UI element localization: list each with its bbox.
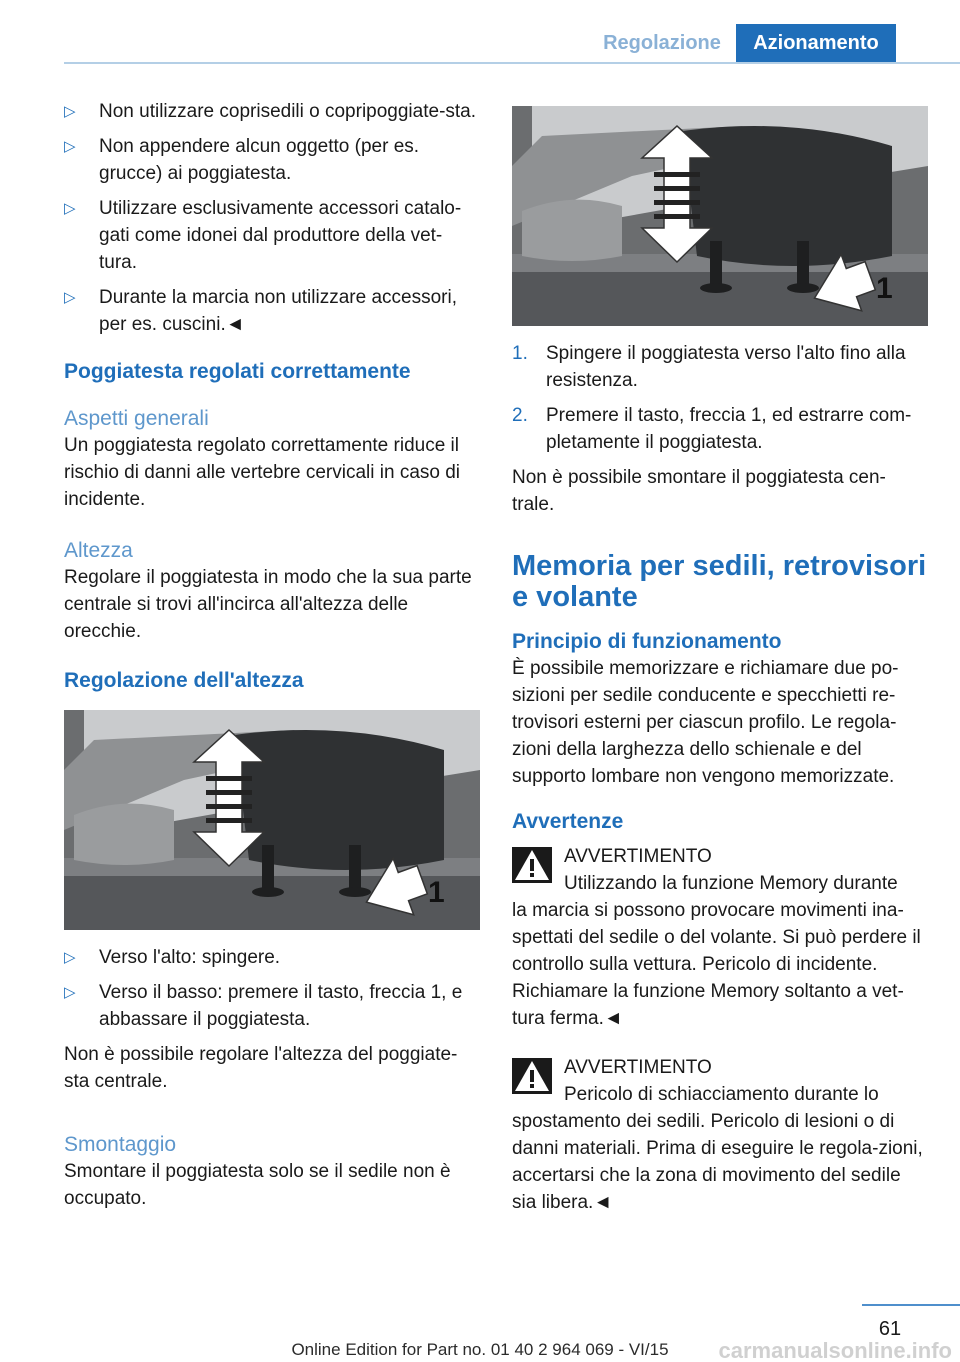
paragraph-principle: È possibile memorizzare e richiamare due po-sizioni per sedile conducente e specchietti re-trovisori esterni per ciascun profilo. Le regola-zioni della larghezza dello schienale e del supporto lombare non vengono memorizzate. bbox=[512, 658, 899, 787]
paragraph-center-remove: Non è possibile smontare il poggiatesta cen-trale. bbox=[512, 467, 886, 515]
triangle-right-icon: ▷ bbox=[64, 289, 76, 306]
warning-text: Utilizzando la funzione Memory durante la marcia si possono provocare movimenti ina-spettati del sedile o del volante. Si può perdere il controllo sulla vettura. Pericolo di incidente. Richiamare la funzione Memory soltanto a vet-tura ferma.◄ bbox=[512, 873, 921, 1029]
paragraph-height: Regolare il poggiatesta in modo che la sua parte centrale si trovi all'incirca all'altezza delle orecchie. bbox=[64, 567, 472, 642]
warning-block bbox=[512, 843, 928, 1032]
page-number: 61 bbox=[878, 1318, 902, 1340]
triangle-right-icon: ▷ bbox=[64, 200, 76, 217]
triangle-right-icon: ▷ bbox=[64, 984, 76, 1001]
section-heading-principle: Principio di funzionamento bbox=[512, 630, 782, 653]
warning-block bbox=[512, 1054, 928, 1216]
triangle-right-icon: ▷ bbox=[64, 138, 76, 155]
right-column bbox=[512, 106, 928, 1216]
subheading-remove: Smontaggio bbox=[64, 1133, 177, 1156]
subheading-height: Altezza bbox=[64, 539, 133, 562]
warning-text: Pericolo di schiacciamento durante lo spostamento dei sedili. Pericolo di lesioni o di danni materiali. Prima di eseguire le regola-zioni, accertarsi che la zona di movimento del sedile sia libera.◄ bbox=[512, 1084, 923, 1213]
adjust-list bbox=[64, 944, 480, 1033]
section-heading-correct: Poggiatesta regolati correttamente bbox=[64, 360, 411, 383]
triangle-right-icon: ▷ bbox=[64, 103, 76, 120]
list-item: ▷ Durante la marcia non utilizzare accessori, per es. cuscini.◄ bbox=[64, 284, 480, 338]
triangle-right-icon: ▷ bbox=[64, 949, 76, 966]
warning-triangle-icon bbox=[512, 1058, 552, 1094]
warning-title: AVVERTIMENTO bbox=[564, 1057, 712, 1078]
paragraph-general: Un poggiatesta regolato correttamente riduce il rischio di danni alle vertebre cervicali in caso di incidente. bbox=[64, 435, 461, 510]
paragraph-remove: Smontare il poggiatesta solo se il sedile non è occupato. bbox=[64, 1161, 451, 1209]
left-column bbox=[64, 98, 480, 1212]
precaution-list bbox=[64, 98, 480, 338]
warning-title: AVVERTIMENTO bbox=[564, 846, 712, 867]
list-item: 1. Spingere il poggiatesta verso l'alto fino alla resistenza. bbox=[512, 343, 906, 391]
list-item: ▷ Non appendere alcun oggetto (per es. grucce) ai poggiatesta. bbox=[64, 133, 480, 187]
chapter-heading-memory: Memoria per sedili, retrovisori e volante bbox=[512, 550, 927, 613]
list-item: ▷ Verso il basso: premere il tasto, freccia 1, e abbassare il poggiatesta. bbox=[64, 979, 480, 1033]
paragraph-center-height: Non è possibile regolare l'altezza del poggiate-sta centrale. bbox=[64, 1044, 458, 1092]
footer-rule bbox=[862, 1304, 960, 1306]
headrest-remove-figure bbox=[512, 106, 928, 326]
list-item: ▷ Utilizzare esclusivamente accessori catalo-gati come idonei dal produttore della vet-tura. bbox=[64, 195, 480, 276]
headrest-illustration bbox=[512, 106, 928, 326]
list-item: ▷ Non utilizzare coprisedili o copripoggiate-sta. bbox=[64, 98, 480, 125]
figure-callout-label: 1 bbox=[876, 272, 893, 305]
figure-callout-label: 1 bbox=[428, 876, 445, 909]
section-heading-warnings: Avvertenze bbox=[512, 810, 624, 833]
remove-steps bbox=[512, 340, 928, 456]
list-item: ▷ Verso l'alto: spingere. bbox=[64, 944, 480, 971]
header-chapter-tab[interactable]: Azionamento bbox=[736, 24, 896, 62]
header-section-tab[interactable]: Regolazione bbox=[603, 32, 721, 54]
list-item: 2. Premere il tasto, freccia 1, ed estrarre com-pletamente il poggiatesta. bbox=[512, 405, 912, 453]
section-heading-adjust: Regolazione dell'altezza bbox=[64, 669, 304, 692]
headrest-adjust-figure bbox=[64, 710, 480, 930]
edition-footer: Online Edition for Part no. 01 40 2 964 069 - VI/15 bbox=[291, 1340, 669, 1359]
watermark: carmanualsonline.info bbox=[718, 1338, 952, 1362]
header-rule bbox=[64, 62, 960, 64]
warning-triangle-icon bbox=[512, 847, 552, 883]
subheading-general: Aspetti generali bbox=[64, 407, 209, 430]
headrest-illustration bbox=[64, 710, 480, 930]
